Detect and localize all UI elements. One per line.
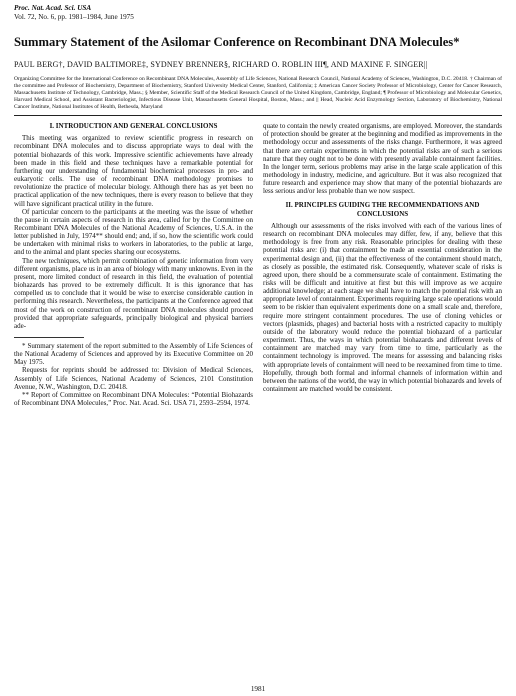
footnote-divider	[14, 337, 84, 338]
intro-paragraph-3: The new techniques, which permit combination of genetic information from very different organisms, place us in an area of biology with many unknowns. Even in the present, more limited conduct of research in this field, the evaluation of potential biohazards has proved to be extremely difficult. It is this ignorance that has compelled us to conclude that it would be wise to exercise considerable caution in performing this research. Nevertheless, the participants at the Conference agreed that most of the work on construction of recombinant DNA molecules should proceed provided that appropriate safeguards, principally biological and physical barriers ade-	[14, 256, 253, 330]
footnote-reprints: Requests for reprints should be addressed to: Division of Medical Sciences, Assembly of Life Sciences, National Academy of Sciences, 2101 Constitution Avenue, N.W., Washington, D.C. 20418.	[14, 366, 253, 391]
page-number: 1981	[250, 685, 266, 693]
author-affiliations: Organizing Committee for the International Conference on Recombinant DNA Molecules, Assembly of Life Sciences, National Research Council, National Academy of Sciences, Washington, D.C. 20418. † Chairman of the committee and Professor of Biochemistry, Department of Biochemistry, Stanford University Medical Center, Stanford, California; ‡ American Cancer Society Professor of Microbiology, Center for Cancer Research, Massachusetts Institute of Technology, Cambridge, Mass.; § Member, Scientific Staff of the Medical Research Council of the United Kingdom, Cambridge, England; ¶ Professor of Microbiology and Molecular Genetics, Harvard Medical School, and Assistant Bacteriologist, Infectious Disease Unit, Massachusetts General Hospital, Boston, Mass.; and || Head, Nucleic Acid Enzymology Section, Laboratory of Biochemistry, National Cancer Institute, National Institutes of Health, Bethesda, Maryland	[14, 75, 502, 110]
article-title: Summary Statement of the Asilomar Conference on Recombinant DNA Molecules*	[14, 35, 460, 50]
right-column	[263, 122, 502, 407]
intro-paragraph-1: This meeting was organized to review scientific progress in research on recombinant DNA molecules and to discuss appropriate ways to deal with the potential biohazards of this work. Impressive scientific achievements have already been made in this field and these techniques have a remarkable potential for furthering our understanding of fundamental biochemical processes in pro- and eukaryotic cells. The use of recombinant DNA methodology promises to revolutionize the practice of molecular biology. Although there has as yet been no practical application of the new techniques, there is every reason to believe that they will have significant practical utility in the future.	[14, 134, 253, 208]
footnote-report: ** Report of Committee on Recombinant DNA Molecules: “Potential Biohazards of Recombinant DNA Molecules,” Proc. Nat. Acad. Sci. USA 71, 2593–2594, 1974.	[14, 390, 253, 408]
left-column	[14, 122, 253, 407]
body-columns	[14, 122, 502, 407]
intro-continuation: quate to contain the newly created organisms, are employed. Moreover, the standards of protection should be greater at the beginning and modified as improvements in the methodology occur and assessments of the risks change. Furthermore, it was agreed that there are certain experiments in which the potential risks are of such a serious nature that they ought not to be done with presently available containment facilities. In the longer term, serious problems may arise in the large scale application of this methodology in industry, medicine, and agriculture. But it was also recognized that future research and experience may show that many of the potential biohazards are less serious and/or less probable than we now suspect.	[263, 122, 502, 196]
footnote-summary: * Summary statement of the report submitted to the Assembly of Life Sciences of the National Academy of Sciences and approved by its Executive Committee on 20 May 1975.	[14, 342, 253, 367]
journal-header	[14, 4, 502, 21]
intro-paragraph-2: Of particular concern to the participants at the meeting was the issue of whether the pause in certain aspects of research in this area, called for by the Committee on Recombinant DNA Molecules of the National Academy of Sciences, U.S.A. in the letter published in July, 1974** should end; and, if so, how the scientific work could be undertaken with minimal risks to workers in laboratories, to the public at large, and to the animal and plant species sharing our ecosystems.	[14, 207, 253, 257]
journal-volume-info: Vol. 72, No. 6, pp. 1981–1984, June 1975	[14, 12, 134, 21]
section-heading-introduction: I. INTRODUCTION AND GENERAL CONCLUSIONS	[49, 122, 218, 131]
header-divider	[14, 115, 502, 116]
section-heading-principles: II. PRINCIPLES GUIDING THE RECOMMENDATIONS AND CONCLUSIONS	[285, 201, 480, 218]
journal-name: Proc. Nat. Acad. Sci. USA	[14, 4, 92, 12]
author-list: PAUL BERG†, DAVID BALTIMORE‡, SYDNEY BRENNER§, RICHARD O. ROBLIN III¶, AND MAXINE F. SINGER||	[14, 59, 428, 69]
principles-paragraph: Although our assessments of the risks involved with each of the various lines of research on recombinant DNA molecules may differ, few, if any, believe that this methodology is free from any risk. Reasonable principles for dealing with these potential risks are: (i) that containment be made an essential consideration in the experimental design and, (ii) that the effectiveness of the containment should match, as closely as possible, the estimated risk. Consequently, whatever scale of risks is agreed upon, there should be a commensurate scale of containment. Estimating the risks will be difficult and intuitive at first but this will improve as we acquire additional knowledge; at each stage we shall have to match the potential risk with an appropriate level of containment. Experiments requiring large scale operations would seem to be riskier than equivalent experiments done on a small scale and, therefore, require more stringent containment procedures. The use of cloning vehicles or vectors (plasmids, phages) and bacterial hosts with a restricted capacity to multiply outside of the laboratory would reduce the potential biohazard of a particular experiment. Thus, the ways in which potential biohazards and different levels of containment are matched may vary from time to time, particularly as the containment technology is improved. The means for assessing and balancing risks with appropriate levels of containment will need to be reexamined from time to time. Hopefully, through both formal and informal channels of information within and between the nations of the world, the way in which potential biohazards and levels of containment are matched would be consistent.	[263, 221, 502, 393]
